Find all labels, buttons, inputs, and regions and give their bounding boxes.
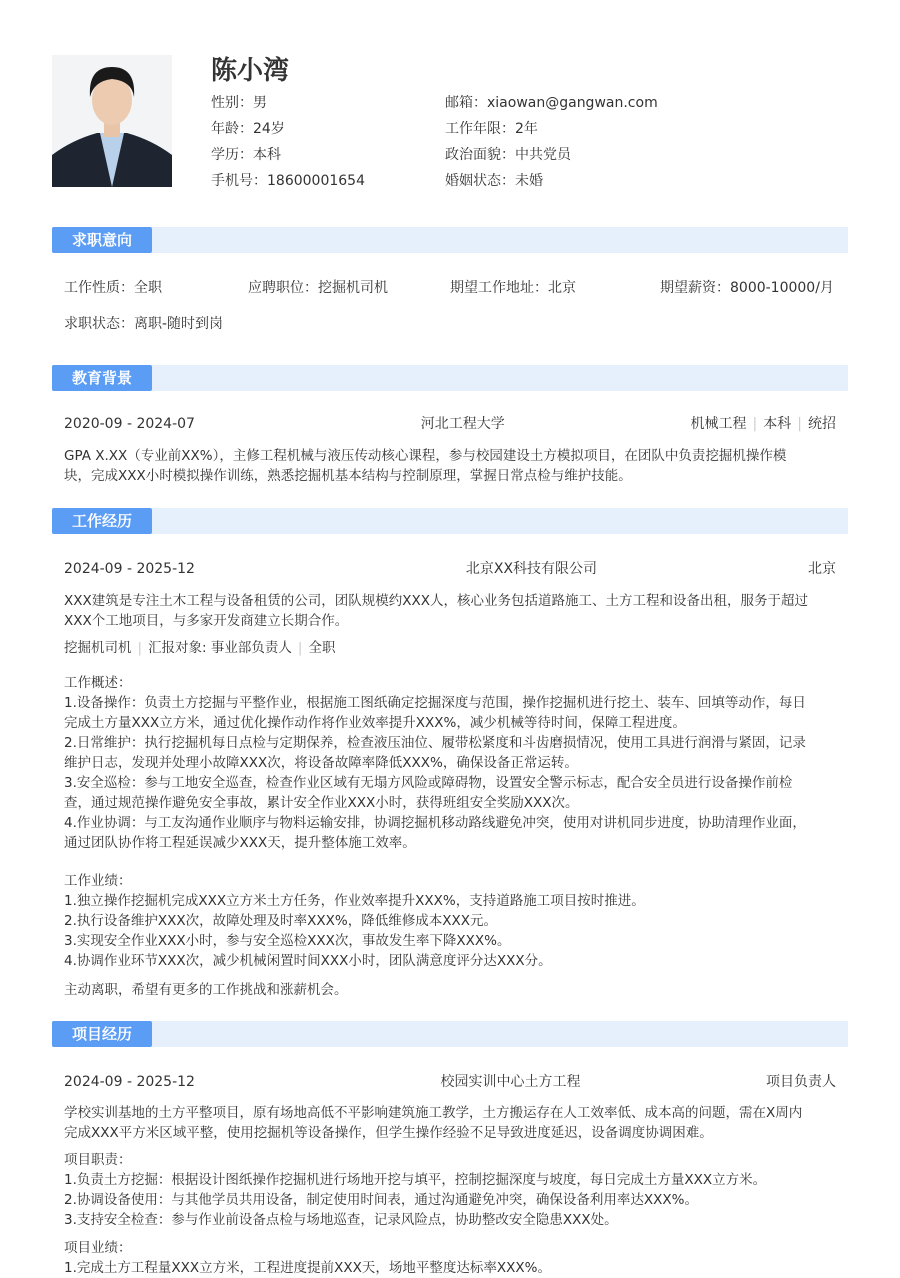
candidate-name: 陈小湾 bbox=[211, 56, 290, 86]
intent-item: 工作性质：全职 bbox=[64, 280, 162, 296]
education-description: GPA X.XX（专业前XX%），主修工程机械与液压传动核心课程，参与校园建设土方模拟项目，在团队中负责挖掘机操作模 块，完成XXX小时模拟操作训练，熟悉挖掘机基本结构与控制原理，掌握日常点检与维护技能。 bbox=[64, 448, 787, 484]
info-label: 年龄： bbox=[211, 121, 253, 137]
intent-item: 求职状态：离职-随时到岗 bbox=[64, 316, 224, 332]
work-city: 北京 bbox=[807, 561, 836, 577]
section-header-project bbox=[52, 1021, 848, 1047]
section-title: 工作经历 bbox=[52, 508, 152, 534]
project-duties: 项目职责： 1.负责土方挖掘：根据设计图纸操作挖掘机进行场地开挖与填平，控制挖掘深度与坡度，每日完成土方量XXX立方米。 2.协调设备使用：与其他学员共用设备，制定使用时间表，通过沟通避免冲突，确保设备利用率达XXX%。 3.支持安全检查：参与作业前设备点检与场地巡查，记录风险点，协助整改安全隐患XXX处。 bbox=[64, 1152, 767, 1228]
degree-value: 本科 bbox=[253, 147, 281, 163]
profile-photo bbox=[52, 55, 172, 187]
info-label: 学历： bbox=[211, 147, 253, 163]
education-date: 2020-09 - 2024-07 bbox=[64, 416, 195, 432]
marital-value: 未婚 bbox=[515, 173, 543, 189]
education-row bbox=[64, 414, 836, 434]
section-header-intent bbox=[52, 227, 848, 253]
political-value: 中共党员 bbox=[515, 147, 571, 163]
company-name: 北京XX科技有限公司 bbox=[465, 561, 598, 577]
info-label: 手机号： bbox=[211, 173, 267, 189]
section-title: 项目经历 bbox=[52, 1021, 152, 1047]
education-tags: 机械工程 | 本科 | 统招 bbox=[690, 416, 836, 432]
gender-value: 男 bbox=[253, 95, 267, 111]
info-label: 性别： bbox=[211, 95, 253, 111]
age-value: 24岁 bbox=[253, 121, 285, 137]
work-tags: 挖掘机司机 | 汇报对象: 事业部负责人 | 全职 bbox=[64, 640, 336, 656]
phone-value: 18600001654 bbox=[267, 173, 365, 189]
basic-info-left bbox=[211, 90, 365, 194]
section-header-work bbox=[52, 508, 848, 534]
basic-info-right bbox=[445, 90, 658, 194]
section-header-education bbox=[52, 365, 848, 391]
project-role: 项目负责人 bbox=[765, 1074, 836, 1090]
experience-value: 2年 bbox=[515, 121, 538, 137]
info-label: 工作年限： bbox=[445, 121, 515, 137]
project-date: 2024-09 - 2025-12 bbox=[64, 1074, 195, 1090]
info-label: 政治面貌： bbox=[445, 147, 515, 163]
work-achievements: 工作业绩： 1.独立操作挖掘机完成XXX立方米土方任务，作业效率提升XXX%，支持道路施工项目按时推进。 2.执行设备维护XXX次，故障处理及时率XXX%，降低维修成本XXX元。 3.实现安全作业XXX小时，参与安全巡检XXX次，事故发生率下降XXX%。 4.协调作业环节XXX次，减少机械闲置时间XXX小时，团队满意度评分达XXX分。 bbox=[64, 873, 645, 969]
project-row bbox=[64, 1072, 836, 1092]
project-name: 校园实训中心土方工程 bbox=[440, 1074, 581, 1090]
info-label: 婚姻状态： bbox=[445, 173, 515, 189]
section-title: 求职意向 bbox=[52, 227, 152, 253]
email-value: xiaowan@gangwan.com bbox=[487, 95, 658, 111]
intent-item: 期望工作地址：北京 bbox=[450, 280, 576, 296]
info-label: 邮箱： bbox=[445, 95, 487, 111]
project-description: 学校实训基地的土方平整项目，原有场地高低不平影响建筑施工教学，土方搬运存在人工效率低、成本高的问题，需在X周内 完成XXX平方米区域平整，使用挖掘机等设备操作，但学生操作经验不足导致进度延迟，设备调度协调困难。 bbox=[64, 1105, 803, 1141]
work-row bbox=[64, 559, 836, 579]
project-results: 项目业绩： 1.完成土方工程量XXX立方米，工程进度提前XXX天，场地平整度达标率XXX%。 bbox=[64, 1240, 551, 1276]
work-date: 2024-09 - 2025-12 bbox=[64, 561, 195, 577]
intent-item: 应聘职位：挖掘机司机 bbox=[248, 280, 388, 296]
company-intro: XXX建筑是专注土木工程与设备租赁的公司，团队规模约XXX人，核心业务包括道路施工、土方工程和设备出租，服务于超过 XXX个工地项目，与多家开发商建立长期合作。 bbox=[64, 593, 808, 629]
leave-reason: 主动离职，希望有更多的工作挑战和涨薪机会。 bbox=[64, 982, 348, 998]
section-title: 教育背景 bbox=[52, 365, 152, 391]
intent-item: 期望薪资：8000-10000/月 bbox=[660, 280, 834, 296]
school-name: 河北工程大学 bbox=[420, 416, 505, 432]
work-overview: 工作概述： 1.设备操作：负责土方挖掘与平整作业，根据施工图纸确定挖掘深度与范围，操作挖掘机进行挖土、装车、回填等动作，每日 完成土方量XXX立方米，通过优化操作动作将作业效率提升XXX%，减少机械等待时间，保障工程进度。 2.日常维护：执行挖掘机每日点检与定期保养，检查液压油位、履带松紧度和斗齿磨损情况，使用工具进行润滑与紧固，记录 维护日志，发现并处理小故障XXX次，将设备故障率降低XXX%，确保设备正常运转。 3.安全巡检：参与工地安全巡查，检查作业区域有无塌方风险或障碍物，设置安全警示标志，配合安全员进行设备操作前检 查，通过规范操作避免安全事故，累计安全作业XXX小时，获得班组安全奖励XXX次。 4.作业协调：与工友沟通作业顺序与物料运输安排，协调挖掘机移动路线避免冲突，使用对讲机同步进度，协助清理作业面， 通过团队协作将工程延误减少XXX天，提升整体施工效率。 bbox=[64, 675, 806, 851]
